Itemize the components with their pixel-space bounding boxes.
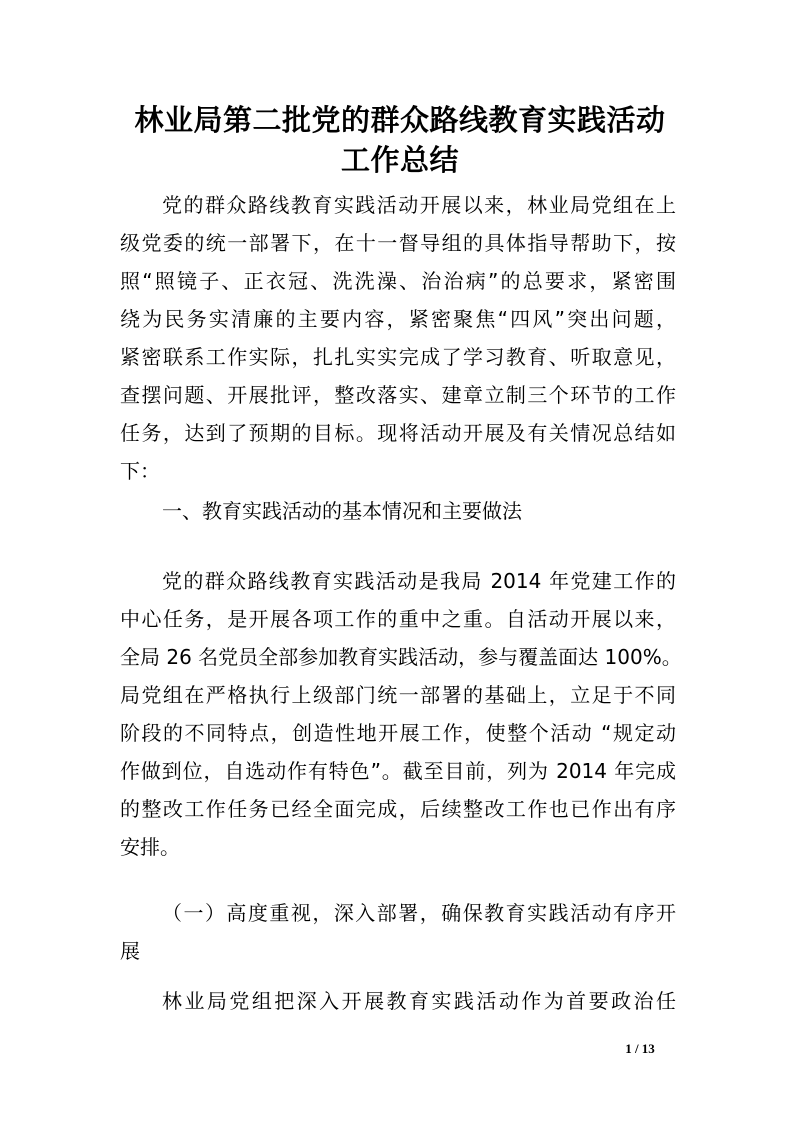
subsection-heading-1-line-1: （一）高度重视，深入部署，确保教育实践活动有序开 <box>162 901 676 925</box>
paragraph-2-line-4: 局党组在严格执行上级部门统一部署的基础上，立足于不同 <box>120 683 676 707</box>
paragraph-1-line-7: 任务，达到了预期的目标。现将活动开展及有关情况总结如 <box>120 421 676 445</box>
document-title-line-2: 工作总结 <box>340 143 459 177</box>
paragraph-2-line-3: 全局 26 名党员全部参加教育实践活动，参与覆盖面达 100%。 <box>120 645 682 669</box>
paragraph-2-line-6: 作做到位，自选动作有特色”。截至目前，列为 2014 年完成 <box>120 759 676 783</box>
paragraph-2-line-2: 中心任务，是开展各项工作的重中之重。自活动开展以来， <box>120 607 676 631</box>
document-title-line-1: 林业局第二批党的群众路线教育实践活动 <box>134 103 666 137</box>
section-heading-1: 一、教育实践活动的基本情况和主要做法 <box>162 499 522 523</box>
paragraph-2-line-5: 阶段的不同特点，创造性地开展工作，使整个活动 “规定动 <box>120 721 676 745</box>
paragraph-2-line-7: 的整改工作任务已经全面完成，后续整改工作也已作出有序 <box>120 797 676 821</box>
paragraph-1-line-3: 照“照镜子、正衣冠、洗洗澡、治治病”的总要求，紧密围 <box>120 269 676 293</box>
paragraph-2-line-8: 安排。 <box>120 835 180 859</box>
paragraph-1-line-4: 绕为民务实清廉的主要内容，紧密聚焦“四风”突出问题， <box>120 307 676 331</box>
paragraph-1-line-2: 级党委的统一部署下，在十一督导组的具体指导帮助下，按 <box>120 231 676 255</box>
paragraph-2-line-1: 党的群众路线教育实践活动是我局 2014 年党建工作的 <box>162 569 676 593</box>
paragraph-1-line-5: 紧密联系工作实际，扎扎实实完成了学习教育、听取意见， <box>120 345 676 369</box>
paragraph-1-line-1: 党的群众路线教育实践活动开展以来，林业局党组在上 <box>162 193 676 217</box>
paragraph-3-line-1: 林业局党组把深入开展教育实践活动作为首要政治任 <box>162 989 676 1013</box>
page-number: 1 / 13 <box>625 1041 655 1056</box>
subsection-heading-1-line-2: 展 <box>120 939 140 963</box>
paragraph-1-line-6: 查摆问题、开展批评，整改落实、建章立制三个环节的工作 <box>120 383 676 407</box>
paragraph-1-line-8: 下： <box>120 459 160 483</box>
